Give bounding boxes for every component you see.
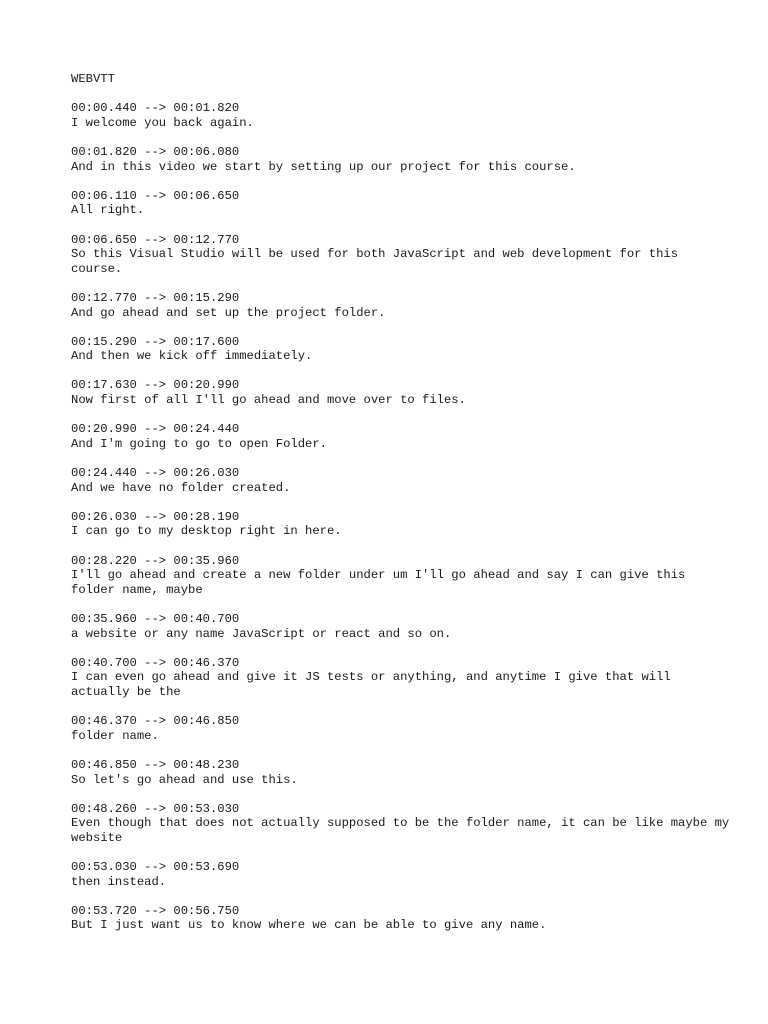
cue-text: I welcome you back again. [71, 115, 254, 130]
cue-timestamp: 00:01.820 --> 00:06.080 [71, 144, 240, 159]
cue-timestamp: 00:46.850 --> 00:48.230 [71, 757, 240, 772]
cue-timestamp: 00:15.290 --> 00:17.600 [71, 334, 240, 349]
cue-text: And in this video we start by setting up our project for this course. [71, 159, 576, 174]
cue-timestamp: 00:24.440 --> 00:26.030 [71, 466, 240, 481]
cue-block [71, 904, 731, 933]
cue-block [71, 758, 731, 787]
cue-block [71, 860, 731, 889]
cue-timestamp: 00:48.260 --> 00:53.030 [71, 801, 240, 816]
cue-timestamp: 00:53.720 --> 00:56.750 [71, 903, 240, 918]
cue-text: then instead. [71, 874, 167, 889]
cue-timestamp: 00:40.700 --> 00:46.370 [71, 655, 240, 670]
cue-text: And I'm going to go to open Folder. [71, 436, 327, 451]
file-format-header: WEBVTT [71, 72, 115, 86]
cue-timestamp: 00:53.030 --> 00:53.690 [71, 860, 240, 875]
cue-timestamp: 00:06.650 --> 00:12.770 [71, 232, 240, 247]
cue-block [71, 145, 731, 174]
cue-text: So let's go ahead and use this. [71, 772, 298, 787]
cue-text: Even though that does not actually supposed to be the folder name, it can be like maybe my website [71, 816, 730, 845]
cue-timestamp: 00:20.990 --> 00:24.440 [71, 422, 240, 437]
cue-text: Now first of all I'll go ahead and move over to files. [71, 393, 466, 408]
cue-block [71, 101, 731, 130]
cue-timestamp: 00:06.110 --> 00:06.650 [71, 188, 240, 203]
cue-block [71, 422, 731, 451]
cue-timestamp: 00:26.030 --> 00:28.190 [71, 509, 240, 524]
cue-text: folder name. [71, 728, 159, 743]
cue-block [71, 233, 731, 277]
cue-text: And go ahead and set up the project folder. [71, 305, 386, 320]
cue-block [71, 291, 731, 320]
cue-block [71, 554, 731, 598]
cue-block [71, 378, 731, 407]
cue-text: And then we kick off immediately. [71, 349, 313, 364]
cue-timestamp: 00:46.370 --> 00:46.850 [71, 714, 240, 729]
cue-text: But I just want us to know where we can be able to give any name. [71, 918, 547, 933]
cue-text: I can even go ahead and give it JS tests or anything, and anytime I give that will actually be the [71, 670, 671, 699]
cue-block [71, 189, 731, 218]
cue-text: I can go to my desktop right in here. [71, 524, 342, 539]
cue-block [71, 714, 731, 743]
cue-text: a website or any name JavaScript or react and so on. [71, 626, 452, 641]
cue-text: I'll go ahead and create a new folder under um I'll go ahead and say I can give this folder name, maybe [71, 568, 686, 597]
cue-text: And we have no folder created. [71, 480, 291, 495]
cue-block [71, 612, 731, 641]
transcript-page [71, 72, 731, 948]
cue-block [71, 510, 731, 539]
cue-timestamp: 00:00.440 --> 00:01.820 [71, 101, 240, 116]
cue-block [71, 656, 731, 700]
cue-timestamp: 00:28.220 --> 00:35.960 [71, 553, 240, 568]
cue-block [71, 802, 731, 846]
cue-timestamp: 00:35.960 --> 00:40.700 [71, 611, 240, 626]
cue-timestamp: 00:12.770 --> 00:15.290 [71, 290, 240, 305]
cue-block [71, 466, 731, 495]
cue-text: So this Visual Studio will be used for both JavaScript and web development for this course. [71, 247, 679, 276]
cue-text: All right. [71, 203, 145, 218]
cue-timestamp: 00:17.630 --> 00:20.990 [71, 378, 240, 393]
cue-list [71, 101, 731, 933]
cue-block [71, 335, 731, 364]
